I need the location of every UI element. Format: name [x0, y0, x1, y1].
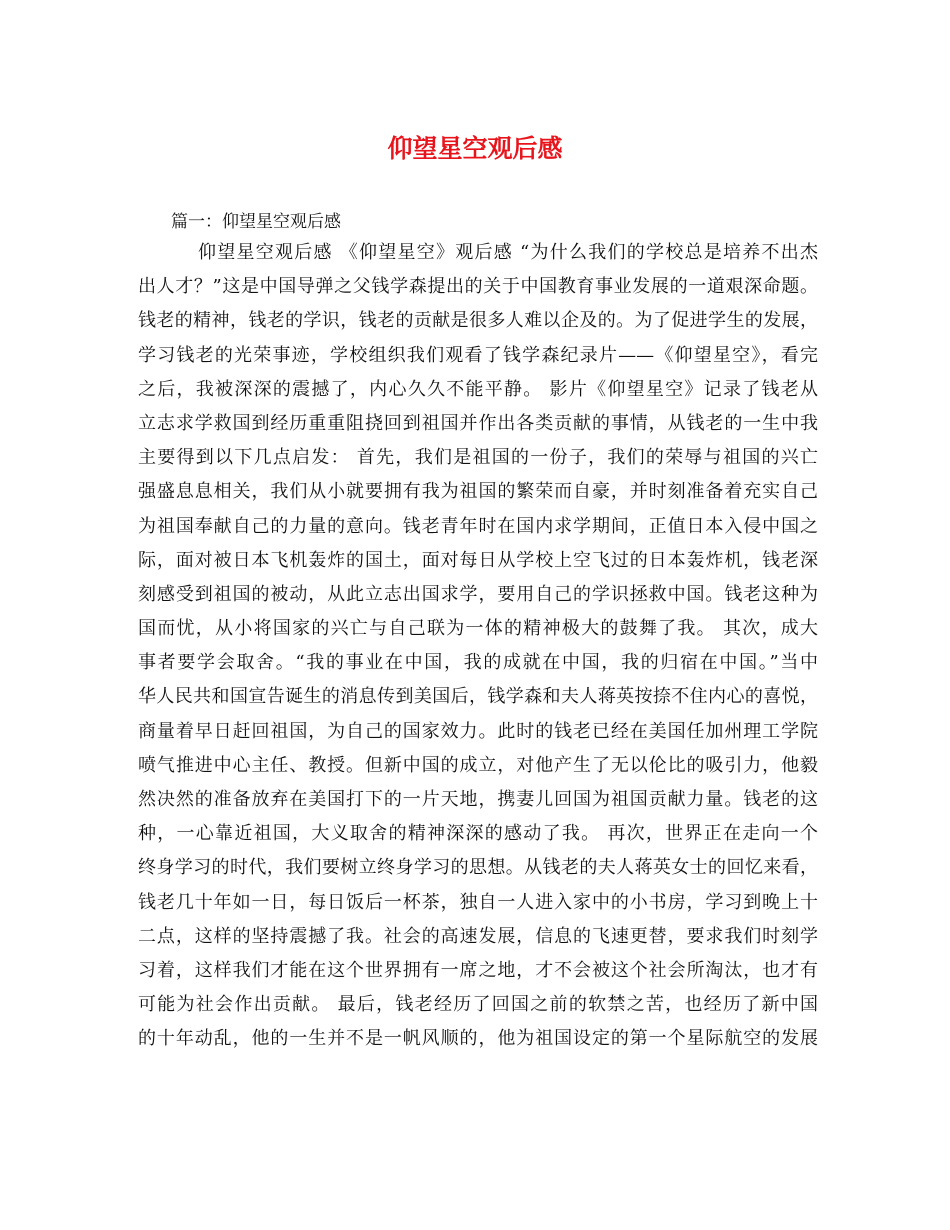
body-line: 种，一心靠近祖国，大义取舍的精神深深的感动了我。 再次，世界正在走向一个 — [138, 823, 818, 845]
body-line: 刻感受到祖国的被动，从此立志出国求学，要用自己的学识拯救中国。钱老这种为 — [138, 583, 818, 605]
document-title: 仰望星空观后感 — [387, 134, 563, 163]
section-heading: 篇一：仰望星空观后感 — [171, 212, 341, 232]
body-text — [138, 236, 818, 1057]
body-line: 国而忧，从小将国家的兴亡与自己联为一体的精神极大的鼓舞了我。 其次，成大 — [138, 618, 818, 640]
body-line: 可能为社会作出贡献。 最后，钱老经历了回国之前的软禁之苦，也经历了新中国 — [138, 994, 818, 1016]
body-line: 主要得到以下几点启发： 首先，我们是祖国的一份子，我们的荣辱与祖国的兴亡 — [138, 447, 818, 469]
body-line: 商量着早日赶回祖国，为自己的国家效力。此时的钱老已经在美国任加州理工学院 — [138, 720, 818, 742]
body-line: 之后，我被深深的震撼了，内心久久不能平静。 影片《仰望星空》记录了钱老从 — [138, 378, 818, 400]
body-line: 仰望星空观后感 《仰望星空》观后感 “为什么我们的学校总是培养不出杰 — [198, 242, 818, 263]
body-line: 出人才？”这是中国导弹之父钱学森提出的关于中国教育事业发展的一道艰深命题。 — [138, 276, 818, 298]
body-line: 事者要学会取舍。“我的事业在中国，我的成就在中国，我的归宿在中国。”当中 — [138, 652, 818, 674]
body-line: 习着，这样我们才能在这个世界拥有一席之地，才不会被这个社会所淘汰，也才有 — [138, 959, 818, 981]
body-line: 立志求学救国到经历重重阻挠回到祖国并作出各类贡献的事情，从钱老的一生中我 — [138, 412, 818, 434]
body-line: 强盛息息相关，我们从小就要拥有我为祖国的繁荣而自豪，并时刻准备着充实自己 — [138, 481, 818, 503]
body-line: 二点，这样的坚持震撼了我。社会的高速发展，信息的飞速更替，要求我们时刻学 — [138, 925, 818, 947]
body-line: 钱老几十年如一日，每日饭后一杯茶，独自一人进入家中的小书房，学习到晚上十 — [138, 891, 818, 913]
body-line: 的十年动乱，他的一生并不是一帆风顺的，他为祖国设定的第一个星际航空的发展 — [138, 1028, 818, 1050]
body-line: 为祖国奉献自己的力量的意向。钱老青年时在国内求学期间，正值日本入侵中国之 — [138, 515, 818, 537]
body-line: 际，面对被日本飞机轰炸的国土，面对每日从学校上空飞过的日本轰炸机，钱老深 — [138, 549, 818, 571]
body-line: 喷气推进中心主任、教授。但新中国的成立，对他产生了无以伦比的吸引力，他毅 — [138, 754, 818, 776]
body-line: 学习钱老的光荣事迹，学校组织我们观看了钱学森纪录片——《仰望星空》，看完 — [138, 344, 818, 366]
body-line: 然决然的准备放弃在美国打下的一片天地，携妻儿回国为祖国贡献力量。钱老的这 — [138, 789, 818, 810]
body-line: 终身学习的时代，我们要树立终身学习的思想。从钱老的夫人蒋英女士的回忆来看， — [138, 857, 818, 879]
body-line: 华人民共和国宣告诞生的消息传到美国后，钱学森和夫人蒋英按捺不住内心的喜悦， — [138, 686, 818, 708]
body-line: 钱老的精神，钱老的学识，钱老的贡献是很多人难以企及的。为了促进学生的发展， — [138, 310, 818, 332]
